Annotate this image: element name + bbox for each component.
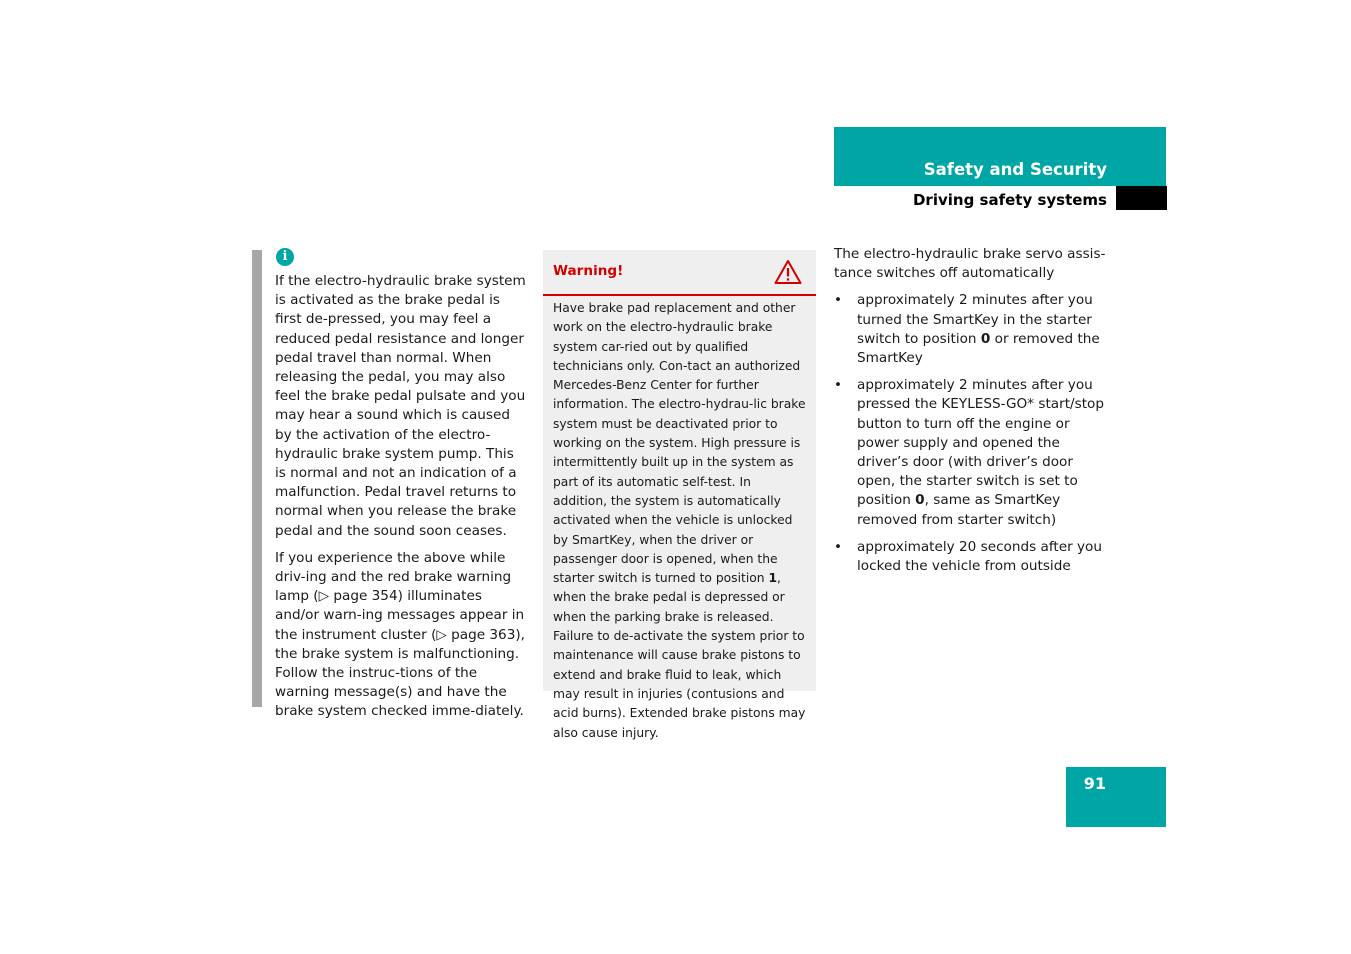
bullet: • <box>834 538 843 555</box>
section-marker-tab <box>1116 186 1167 210</box>
condition-list <box>834 291 1106 576</box>
switch-position: 0 <box>915 492 925 509</box>
list-item-text: approximately 2 minutes after you pressed the KEYLESS-GO* start/stop button to turn off the engine or power supply and opened the driver’s door (with driver’s door open, the starter switch is set to position <box>857 377 1104 509</box>
warning-text <box>553 299 806 743</box>
list-item-text: approximately 2 minutes after you turned the SmartKey in the starter switch to position <box>857 292 1093 347</box>
warning-header <box>543 250 816 296</box>
subsection-title: Driving safety systems <box>912 191 1107 209</box>
warning-text-part: Have brake pad replacement and other work on the electro-hydraulic brake system car-ried out by qualified technicians only. Con-tact an authorized Mercedes-Benz Center for further information. The electro-hydrau-lic brake system must be deactivated prior to working on the system. High pressure is intermittently built up in the system as part of its automatic self-test. In addition, the system is automatically activated when the vehicle is unlocked by SmartKey, when the driver or passenger door is opened, when the starter switch is turned to position <box>553 301 806 586</box>
warning-triangle-icon <box>774 259 802 285</box>
intro-text: The electro-hydraulic brake servo assis-tance switches off automatically <box>834 246 1106 282</box>
bullet: • <box>834 377 843 394</box>
switch-position: 1 <box>768 571 778 586</box>
list-item <box>834 291 1106 368</box>
info-icon: i <box>276 248 294 266</box>
warning-box <box>543 250 816 740</box>
page-number-box <box>1066 767 1166 827</box>
list-item-text: , same as SmartKey removed from starter switch) <box>857 492 1061 528</box>
info-note <box>275 272 527 730</box>
list-item-text: approximately 20 seconds after you locked the vehicle from outside <box>857 538 1102 575</box>
list-item <box>834 376 1106 530</box>
switch-position: 0 <box>980 330 991 347</box>
info-paragraph: If you experience the above while driv-ing and the red brake warning lamp (▷ page 354) illuminates and/or warn-ing messages appear in the instrument cluster (▷ page 363), the brake system is malfunctioning. Follow the instruc-tions of the warning message(s) and have the brake system checked imme-diately. <box>275 549 525 720</box>
section-title: Safety and Security <box>923 160 1107 179</box>
list-item <box>834 538 1106 576</box>
bullet: • <box>834 292 843 309</box>
info-paragraph: If the electro-hydraulic brake system is activated as the brake pedal is first de-pressed, you may feel a reduced pedal resistance and longer pedal travel than normal. When releasing the pedal, you may also feel the brake pedal pulsate and you may hear a sound which is caused by the activation of the electro-hydraulic brake system pump. This is normal and not an indication of a malfunction. Pedal travel returns to normal when you release the brake pedal and the sound soon ceases. <box>275 273 526 539</box>
page-number: 91 <box>1083 774 1106 793</box>
warning-text-part: , when the brake pedal is depressed or when the parking brake is released. Failure to de-activate the system prior to maintenance will cause brake pistons to extend and brake fluid to leak, which may result in injuries (contusions and acid burns). Extended brake pistons may also cause injury. <box>553 571 806 740</box>
warning-title: Warning! <box>553 263 624 279</box>
list-item-text: or removed the SmartKey <box>857 330 1100 367</box>
right-column <box>834 245 1106 584</box>
info-sidebar-bar <box>252 250 262 707</box>
